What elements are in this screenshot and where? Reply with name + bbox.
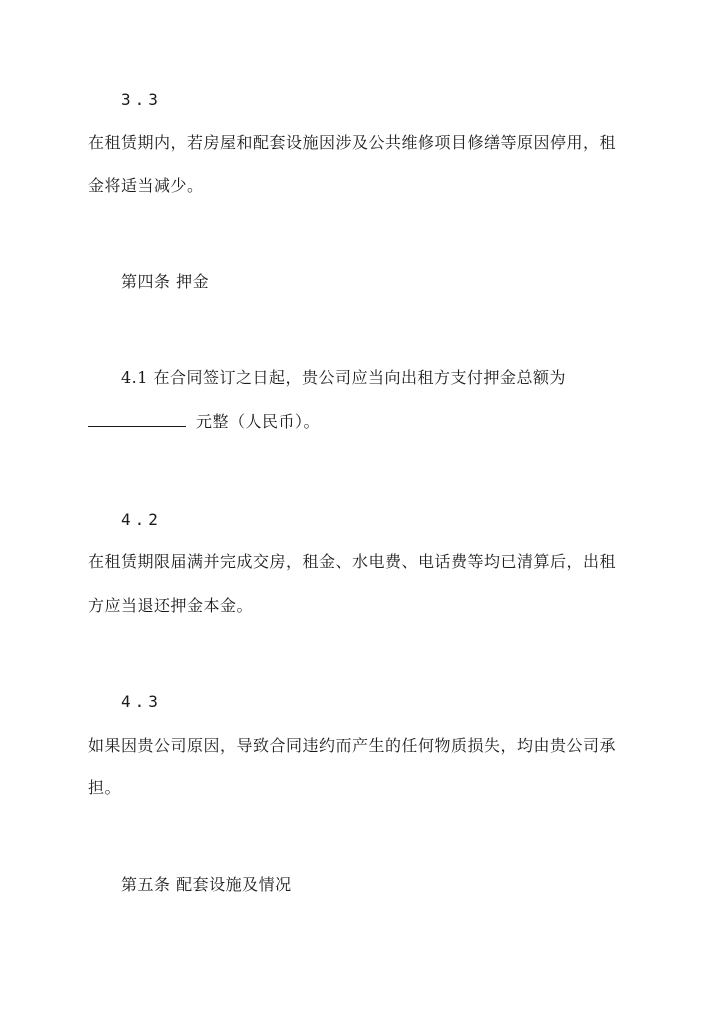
clause-4-2-number: 4.2 (121, 510, 162, 529)
clause-3-3-text-line2: 金将适当减少。 (88, 176, 204, 195)
clause-4-1-text-line1: 4.1 在合同签订之日起，贵公司应当向出租方支付押金总额为 (121, 368, 567, 387)
clause-4-3-text-line2: 担。 (88, 778, 122, 797)
clause-4-2-text-line2: 方应当退还押金本金。 (88, 596, 254, 615)
clause-4-3-text-line1: 如果因贵公司原因，导致合同违约而产生的任何物质损失，均由贵公司承 (88, 736, 617, 755)
article-5-heading: 第五条 配套设施及情况 (121, 875, 292, 894)
clause-3-3-number: 3.3 (121, 90, 162, 109)
article-4-heading: 第四条 押金 (121, 272, 210, 291)
deposit-amount-suffix: 元整（人民币）。 (196, 412, 321, 431)
deposit-amount-blank (88, 412, 186, 427)
clause-4-2-text-line1: 在租赁期限届满并完成交房，租金、水电费、电话费等均已清算后，出租 (88, 552, 617, 571)
clause-4-1-text-line2 (88, 412, 320, 432)
clause-3-3-text-line1: 在租赁期内，若房屋和配套设施因涉及公共维修项目修缮等原因停用，租 (88, 133, 617, 152)
clause-4-3-number: 4.3 (121, 692, 162, 711)
